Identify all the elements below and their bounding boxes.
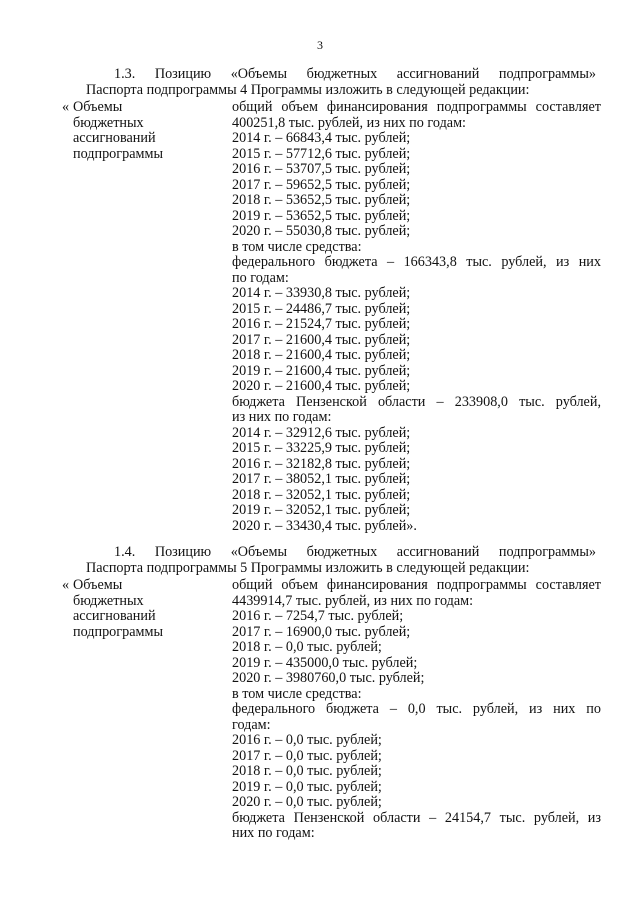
value-line: 2018 г. – 32052,1 тыс. рублей; bbox=[232, 486, 411, 503]
value-line: 2019 г. – 32052,1 тыс. рублей; bbox=[232, 502, 411, 518]
value-line: общий объем финансирования подпрограммы составляет bbox=[232, 99, 601, 115]
value-line: 2016 г. – 0,0 тыс. рублей; bbox=[232, 732, 382, 748]
value-line: 2017 г. – 59652,5 тыс. рублей; bbox=[232, 176, 411, 193]
value-line: 2018 г. – 0,0 тыс. рублей; bbox=[232, 639, 382, 655]
value-line: бюджета Пензенской области – 24154,7 тыс. рублей, из bbox=[232, 809, 601, 826]
value-line: 2020 г. – 55030,8 тыс. рублей; bbox=[232, 223, 411, 239]
value-line: 4439914,7 тыс. рублей, из них по годам: bbox=[232, 592, 474, 609]
value-line: 2019 г. – 435000,0 тыс. рублей; bbox=[232, 654, 418, 671]
value-line: 2016 г. – 53707,5 тыс. рублей; bbox=[232, 161, 411, 177]
value-line: них по годам: bbox=[232, 825, 315, 841]
value-line: 2014 г. – 66843,4 тыс. рублей; bbox=[232, 130, 411, 146]
value-line: 2018 г. – 53652,5 тыс. рублей; bbox=[232, 192, 411, 208]
label-line: подпрограммы bbox=[73, 145, 163, 162]
label-line: ассигнований bbox=[73, 608, 156, 624]
value-line: 2019 г. – 0,0 тыс. рублей; bbox=[232, 778, 382, 795]
label-line: подпрограммы bbox=[73, 623, 163, 640]
value-line: 2020 г. – 33430,4 тыс. рублей». bbox=[232, 517, 417, 534]
value-line: 2018 г. – 21600,4 тыс. рублей; bbox=[232, 347, 411, 363]
value-line: 2016 г. – 21524,7 тыс. рублей; bbox=[232, 316, 411, 332]
value-line: федерального бюджета – 0,0 тыс. рублей, из них по bbox=[232, 701, 601, 717]
value-line: годам: bbox=[232, 716, 271, 733]
label-line: ассигнований bbox=[73, 130, 156, 146]
value-line: 2015 г. – 24486,7 тыс. рублей; bbox=[232, 300, 411, 317]
page-number: 3 bbox=[317, 38, 323, 52]
heading-line: Паспорта подпрограммы 5 Программы изложить в следующей редакции: bbox=[86, 559, 530, 576]
value-line: в том числе средства: bbox=[232, 238, 362, 255]
value-line: 2020 г. – 0,0 тыс. рублей; bbox=[232, 794, 382, 810]
value-line: 400251,8 тыс. рублей, из них по годам: bbox=[232, 114, 467, 131]
value-line: из них по годам: bbox=[232, 409, 332, 425]
value-line: федерального бюджета – 166343,8 тыс. рублей, из них bbox=[232, 254, 601, 270]
section-1-3-table bbox=[62, 100, 602, 540]
value-line: бюджета Пензенской области – 233908,0 тыс. рублей, bbox=[232, 393, 601, 410]
heading-line: 1.4. Позицию «Объемы бюджетных ассигнований подпрограммы» bbox=[114, 544, 596, 560]
heading-line: Паспорта подпрограммы 4 Программы изложить в следующей редакции: bbox=[86, 81, 530, 98]
heading-line: 1.3. Позицию «Объемы бюджетных ассигнований подпрограммы» bbox=[114, 66, 596, 82]
value-line: по годам: bbox=[232, 269, 289, 286]
section-1-3-heading bbox=[86, 67, 596, 98]
value-line: 2014 г. – 33930,8 тыс. рублей; bbox=[232, 285, 411, 301]
value-line: 2017 г. – 16900,0 тыс. рублей; bbox=[232, 623, 411, 640]
section-1-4-table bbox=[62, 578, 602, 848]
value-line: 2017 г. – 38052,1 тыс. рублей; bbox=[232, 471, 411, 487]
value-line: 2017 г. – 21600,4 тыс. рублей; bbox=[232, 331, 411, 348]
value-line: в том числе средства: bbox=[232, 685, 362, 702]
value-line: 2020 г. – 21600,4 тыс. рублей; bbox=[232, 378, 411, 394]
value-line: 2020 г. – 3980760,0 тыс. рублей; bbox=[232, 670, 425, 686]
row-value bbox=[232, 578, 601, 842]
section-1-4-heading bbox=[86, 545, 596, 576]
value-line: общий объем финансирования подпрограммы составляет bbox=[232, 577, 601, 593]
open-quote: « bbox=[62, 99, 70, 115]
value-line: 2015 г. – 33225,9 тыс. рублей; bbox=[232, 440, 411, 456]
label-line: бюджетных bbox=[73, 592, 144, 609]
label-line: бюджетных bbox=[73, 114, 144, 131]
value-line: 2016 г. – 32182,8 тыс. рублей; bbox=[232, 455, 411, 472]
value-line: 2014 г. – 32912,6 тыс. рублей; bbox=[232, 424, 411, 441]
value-line: 2018 г. – 0,0 тыс. рублей; bbox=[232, 763, 382, 779]
row-value bbox=[232, 100, 601, 534]
value-line: 2019 г. – 53652,5 тыс. рублей; bbox=[232, 207, 411, 224]
label-line: Объемы bbox=[73, 577, 123, 593]
open-quote: « bbox=[62, 577, 70, 593]
value-line: 2019 г. – 21600,4 тыс. рублей; bbox=[232, 362, 411, 379]
value-line: 2016 г. – 7254,7 тыс. рублей; bbox=[232, 608, 404, 624]
value-line: 2017 г. – 0,0 тыс. рублей; bbox=[232, 747, 382, 764]
value-line: 2015 г. – 57712,6 тыс. рублей; bbox=[232, 145, 411, 162]
label-line: Объемы bbox=[73, 99, 123, 115]
